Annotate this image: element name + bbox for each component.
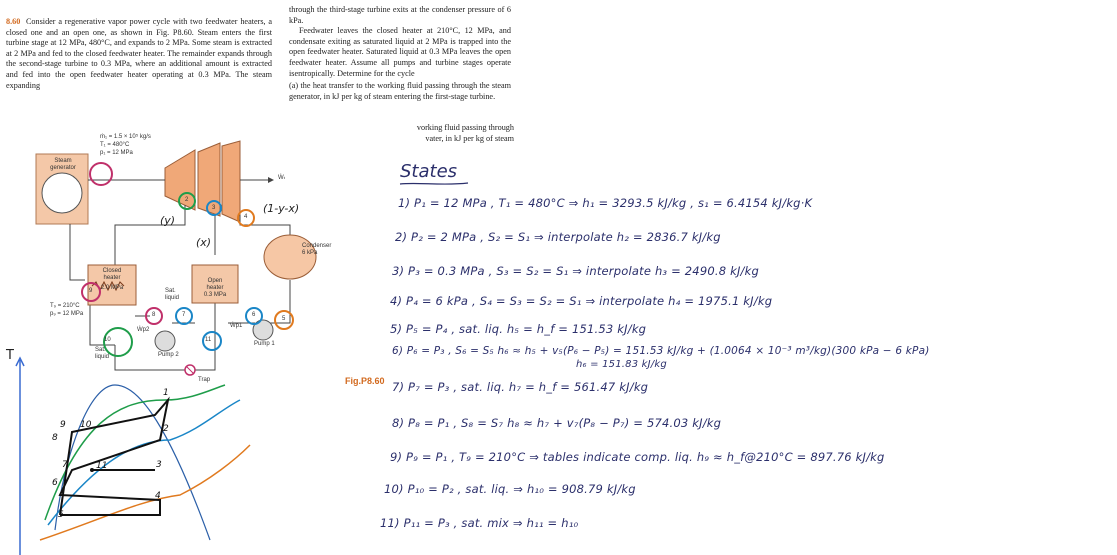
condenser-shape: [264, 235, 316, 279]
ts-point-11: 11: [96, 461, 108, 471]
state-6-num: 6: [252, 312, 256, 318]
trap-label: Trap: [198, 377, 211, 383]
ts-point-7: 7: [62, 460, 68, 470]
ts-diagram: [0, 345, 260, 555]
steam-generator-label: [44, 158, 82, 172]
ts-point-6: 6: [52, 478, 58, 488]
state-10-num: 10: [104, 337, 111, 343]
ts-point-5: 5: [58, 510, 64, 520]
sat-liquid-mid-label: [165, 288, 179, 302]
ch-line-2: heater: [103, 275, 121, 281]
t9-label: T₉ = 210°C: [50, 303, 80, 309]
sg-line-1: Steam: [54, 158, 72, 164]
wp2-label: Ẇp2: [137, 327, 150, 333]
state-line-2: 2) P₂ = 2 MPa , S₂ = S₁ ⇒ interpolate h₂ = 2836.7 kJ/kg: [395, 230, 721, 244]
ts-point-10: 10: [80, 420, 92, 430]
problem-text-left: Consider a regenerative vapor power cycle with two feedwater heaters, a closed one and an open one, as shown in Fig. P8.60. Steam enters the first turbine stage at 12 MPa, 480°C, and expands to 2 MPa. Some steam is extracted at 2 MPa and fed to the closed feedwater heater. The remainder expands through the second-stage turbine to 0.3 MPa, where an additional amount is extracted and fed into the open feedwater heater operating at 0.3 MPa. The steam expanding: [6, 17, 273, 90]
state-line-7: 7) P₇ = P₃ , sat. liq. h₇ = h_f = 561.47 kJ/kg: [392, 380, 649, 394]
problem-part-b-fragment: [404, 123, 514, 144]
hand-mark-1-y-x: (1-y-x): [263, 202, 300, 215]
ch-line-1: Closed: [102, 268, 122, 274]
problem-left-column: [6, 17, 272, 91]
hand-mark-y: (y): [160, 214, 176, 227]
state-line-3: 3) P₃ = 0.3 MPa , S₃ = S₂ = S₁ ⇒ interpolate h₃ = 2490.8 kJ/kg: [392, 264, 759, 278]
condenser-line-2: 6 kPa: [302, 250, 318, 256]
sg-line-2: generator: [50, 165, 76, 171]
ts-point-9: 9: [60, 420, 66, 430]
state-2-num: 2: [185, 197, 189, 203]
turbine-stage-2: [198, 143, 220, 216]
closed-heater-label: [92, 268, 132, 292]
turbine-work-label: Ẇₜ: [278, 175, 286, 181]
part-b-line-2: vater, in kJ per kg of steam: [425, 133, 514, 143]
ts-point-3: 3: [156, 460, 162, 470]
state-line-1: 1) P₁ = 12 MPa , T₁ = 480°C ⇒ h₁ = 3293.5 kJ/kg , s₁ = 6.4154 kJ/kg·K: [398, 196, 813, 210]
state-5-num: 5: [282, 316, 286, 322]
sl-low-1: Sat.: [95, 347, 106, 353]
inlet-conditions: [100, 133, 151, 157]
states-heading: States: [400, 161, 458, 182]
state-line-10: 10) P₁₀ = P₂ , sat. liq. ⇒ h₁₀ = 908.79 kJ/kg: [384, 482, 636, 496]
pump-2-label: Pump 2: [158, 352, 179, 358]
p1-label: p₁ = 12 MPa: [100, 150, 133, 156]
turbine-stage-3: [222, 141, 240, 222]
ts-point-8: 8: [52, 433, 58, 443]
pump-1-label: Pump 1: [254, 341, 275, 347]
state-4-num: 4: [244, 214, 248, 220]
ts-point-1: 1: [163, 388, 169, 398]
ts-axis-label: T: [6, 348, 14, 363]
oh-line-1: Open: [207, 278, 223, 284]
sl-low-2: liquid: [95, 354, 110, 360]
state-line-5: 5) P₅ = P₄ , sat. liq. h₅ = h_f = 151.53 kJ/kg: [390, 322, 647, 336]
saturation-dome: [55, 385, 210, 540]
state-line-11: 11) P₁₁ = P₃ , sat. mix ⇒ h₁₁ = h₁₀: [380, 516, 579, 530]
oh-line-3: 0.3 MPa: [203, 292, 227, 298]
mass-flow-label: ṁ₁ = 1.5 × 10⁵ kg/s: [100, 134, 151, 140]
p9-label: p₉ = 12 MPa: [50, 311, 84, 317]
steam-generator-coil: [42, 173, 82, 213]
state-8-num: 8: [152, 312, 156, 318]
state-9-num: 9: [89, 288, 93, 294]
state-line-6b: h₆ = 151.83 kJ/kg: [576, 359, 667, 370]
ts-point-4: 4: [155, 491, 161, 501]
state-line-9: 9) P₉ = P₁ , T₉ = 210°C ⇒ tables indicate comp. liq. h₉ ≈ h_f@210°C = 897.76 kJ/kg: [390, 450, 885, 464]
ch-line-3: 2.0 MPa: [100, 285, 124, 291]
state-line-6: 6) P₆ = P₃ , S₆ = S₅ h₆ ≈ h₅ + v₅(P₆ − P₅) = 151.53 kJ/kg + (1.0064 × 10⁻³ m³/kg)(300 kPa − 6 kPa): [392, 345, 930, 357]
t1-label: T₁ = 480°C: [100, 142, 130, 148]
problem-right-column: [289, 5, 511, 102]
open-heater-label: [195, 278, 235, 299]
state-9-conditions: [50, 302, 83, 318]
hand-mark-x: (x): [196, 236, 212, 249]
state-3-num: 3: [212, 205, 216, 211]
part-b-line-1: vorking fluid passing through: [416, 123, 514, 132]
states-underline: [398, 181, 470, 187]
state-line-4: 4) P₄ = 6 kPa , S₄ = S₃ = S₂ = S₁ ⇒ interpolate h₄ = 1975.1 kJ/kg: [390, 294, 773, 308]
problem-text-right-1: through the third-stage turbine exits at the condenser pressure of 6 kPa.: [289, 5, 511, 25]
problem-text-right-2: Feedwater leaves the closed heater at 210°C, 12 MPa, and condensate exiting as saturated liquid at 2 MPa is trapped into the open feedwater heater. Saturated liquid at 0.3 MPa leaves the open feedwater heater. Assume all pumps and turbine stages operate isentropically. Determine for the cycle: [289, 26, 511, 78]
state-11-num: 11: [205, 337, 212, 343]
oh-line-2: heater: [206, 285, 224, 291]
ts-point-2: 2: [163, 424, 169, 434]
state-7-num: 7: [182, 312, 186, 318]
wp1-label: Ẇp1: [230, 323, 243, 329]
state-line-8: 8) P₈ = P₁ , S₈ = S₇ h₈ ≈ h₇ + v₇(P₈ − P₇) = 574.03 kJ/kg: [392, 416, 722, 430]
problem-number: 8.60: [6, 17, 21, 26]
figure-caption: Fig.P8.60: [345, 376, 385, 386]
condenser-label: [302, 243, 331, 257]
problem-part-a: (a) the heat transfer to the working fluid passing through the steam generator, in kJ per kg of steam entering the first-stage turbine.: [289, 81, 511, 101]
condenser-line-1: Condenser: [302, 243, 332, 249]
sl-mid-1: Sat.: [165, 288, 176, 294]
sl-mid-2: liquid: [165, 295, 180, 301]
